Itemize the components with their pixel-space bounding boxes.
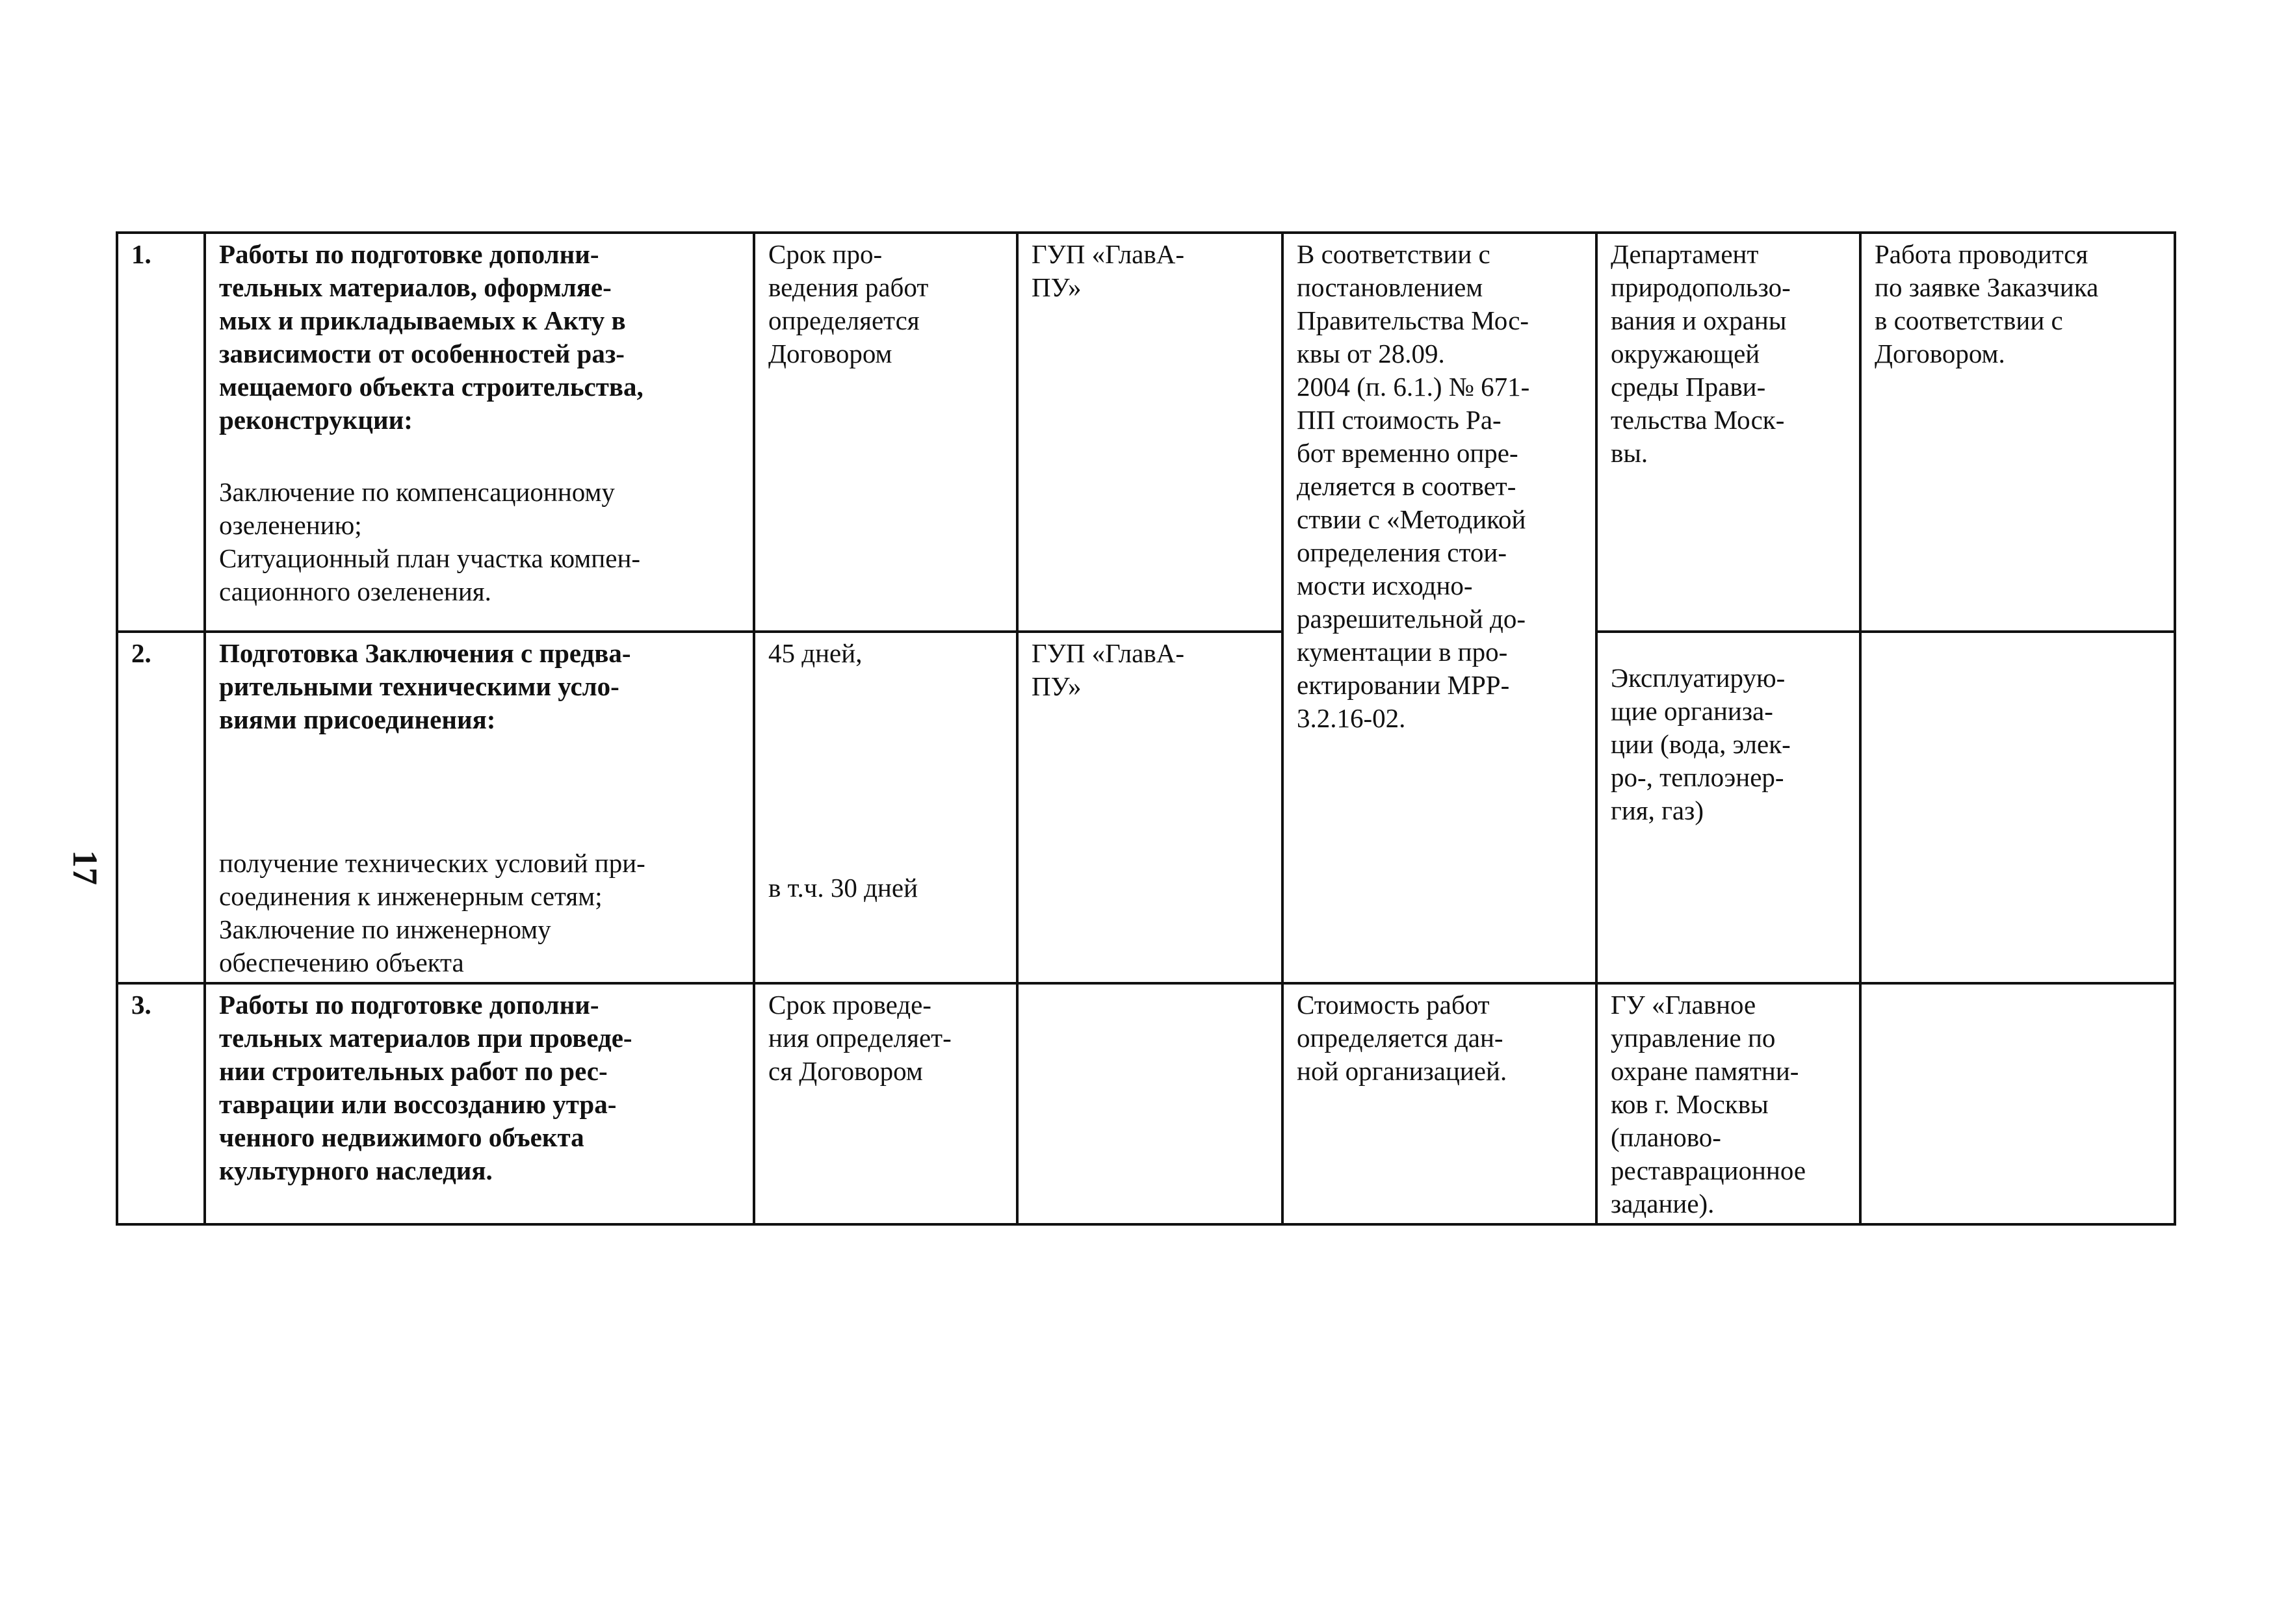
work-description [205,632,754,983]
department-cell: Эксплуатирую- щие организа- ции (вода, элек- ро-, теплоэнер- гия, газ) [1596,632,1860,983]
work-description [205,983,754,1224]
work-title: Работы по подготовке дополни- тельных материалов, оформляе- мых и прикладываемых к Акту в зависимости от особенностей раз- мещаемого объекта строительства, реконструкции: [219,239,644,435]
department-cell: ГУ «Главное управление по охране памятни- ков г. Москвы (планово- реставрационное задание). [1596,983,1860,1224]
cost-cell: Стоимость работ определяется дан- ной организацией. [1282,983,1596,1224]
row-number: 2. [117,632,205,983]
cost-cell: В соответствии с постановлением Правительства Мос- квы от 28.09. 2004 (п. 6.1.) № 671- ПП стоимость Ра- бот временно опре- деляется в соответ- ствии с «Методикой определения стои- мости исходно- разрешительной до- кументации в про- ектировании МРР- 3.2.16-02. [1282,233,1596,983]
department-cell: Департамент природопользо- вания и охраны окружающей среды Прави- тельства Моск- вы. [1596,233,1860,632]
page-number: 17 [66,850,105,885]
term-main: 45 дней, [768,638,863,668]
term-cell: Срок про- ведения работ определяется Договором [754,233,1017,632]
term-cell: Срок проведе- ния определяет- ся Договором [754,983,1017,1224]
executor-cell [1017,983,1282,1224]
table-row [117,983,2175,1224]
executor-cell: ГУП «ГлавА- ПУ» [1017,233,1282,632]
work-title: Подготовка Заключения с предва- рительными техническими усло- виями присоединения: [219,638,631,734]
executor-cell: ГУП «ГлавА- ПУ» [1017,632,1282,983]
work-title: Работы по подготовке дополни- тельных материалов при проведе- нии строительных работ по рес- таврации или воссозданию утра- ченного недвижимого объекта культурного наследия. [219,990,632,1185]
work-items: получение технических условий при- соединения к инженерным сетям; Заключение по инженерному обеспечению объекта [219,848,645,977]
term-sub: в т.ч. 30 дней [768,873,918,903]
work-description [205,233,754,632]
note-cell [1860,983,2175,1224]
term-cell [754,632,1017,983]
note-cell: Работа проводится по заявке Заказчика в соответствии с Договором. [1860,233,2175,632]
row-number: 3. [117,983,205,1224]
row-number: 1. [117,233,205,632]
table-row [117,233,2175,632]
note-cell [1860,632,2175,983]
work-items: Заключение по компенсационному озеленению; Ситуационный план участка компен- сационного озеленения. [219,477,641,606]
table-row [117,632,2175,983]
works-table [116,231,2176,1226]
